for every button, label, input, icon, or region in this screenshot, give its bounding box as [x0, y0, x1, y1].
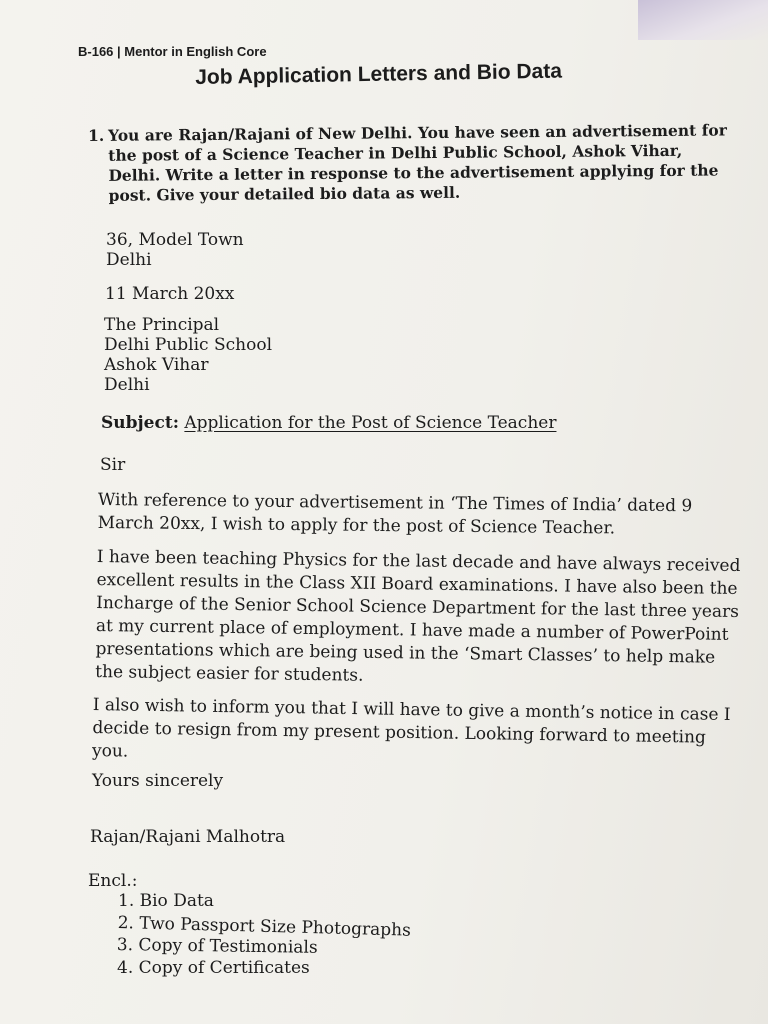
recipient-address-line: Delhi: [104, 375, 150, 395]
salutation: Sir: [100, 455, 126, 475]
enclosure-item: 2. Two Passport Size Photographs: [117, 913, 412, 941]
letter-date: 11 March 20xx: [105, 284, 235, 304]
enclosure-item: 4. Copy of Certificates: [117, 958, 310, 978]
question-number: 1.: [88, 125, 105, 145]
recipient-address-line: Delhi Public School: [104, 335, 273, 355]
closing: Yours sincerely: [92, 771, 224, 791]
enclosure-item: 3. Copy of Testimonials: [116, 935, 318, 958]
enclosure-item: 1. Bio Data: [118, 891, 214, 911]
sender-address-line: 36, Model Town: [106, 230, 244, 250]
recipient-address-line: Ashok Vihar: [104, 355, 209, 375]
page-corner-shadow: [638, 0, 768, 40]
signature: Rajan/Rajani Malhotra: [90, 827, 286, 847]
letter-paragraph: I also wish to inform you that I will have to give a month’s notice in case I decide to resign from my present position. Looking forward to meeting you.: [91, 694, 731, 762]
enclosures-label: Encl.:: [88, 871, 138, 891]
recipient-address-line: The Principal: [104, 315, 220, 335]
subject-label: Subject:: [101, 413, 179, 433]
letter-paragraph: I have been teaching Physics for the last decade and have always received excellent results in the Class XII Board examinations. I have also been the Incharge of the Senior School Science Department for the last three years at my current place of employment. I have made a number of PowerPoint presentations which are being used in the ‘Smart Classes’ to help make the subject easier for students.: [95, 546, 741, 686]
page-title: Job Application Letters and Bio Data: [195, 59, 563, 89]
page-header: B-166 | Mentor in English Core: [78, 44, 267, 59]
question-text: You are Rajan/Rajani of New Delhi. You have seen an advertisement for the post of a Science Teacher in Delhi Public School, Ashok Vihar, Delhi. Write a letter in response to the advertisement applying for the post. Give your detailed bio data as well.: [107, 120, 727, 205]
subject-text: Application for the Post of Science Teacher: [184, 413, 557, 433]
sender-address-line: Delhi: [106, 250, 152, 270]
subject-line: [101, 413, 556, 433]
letter-paragraph: With reference to your advertisement in ‘The Times of India’ dated 9 March 20xx, I wish to apply for the post of Science Teacher.: [97, 489, 693, 539]
question-block: [88, 120, 739, 206]
